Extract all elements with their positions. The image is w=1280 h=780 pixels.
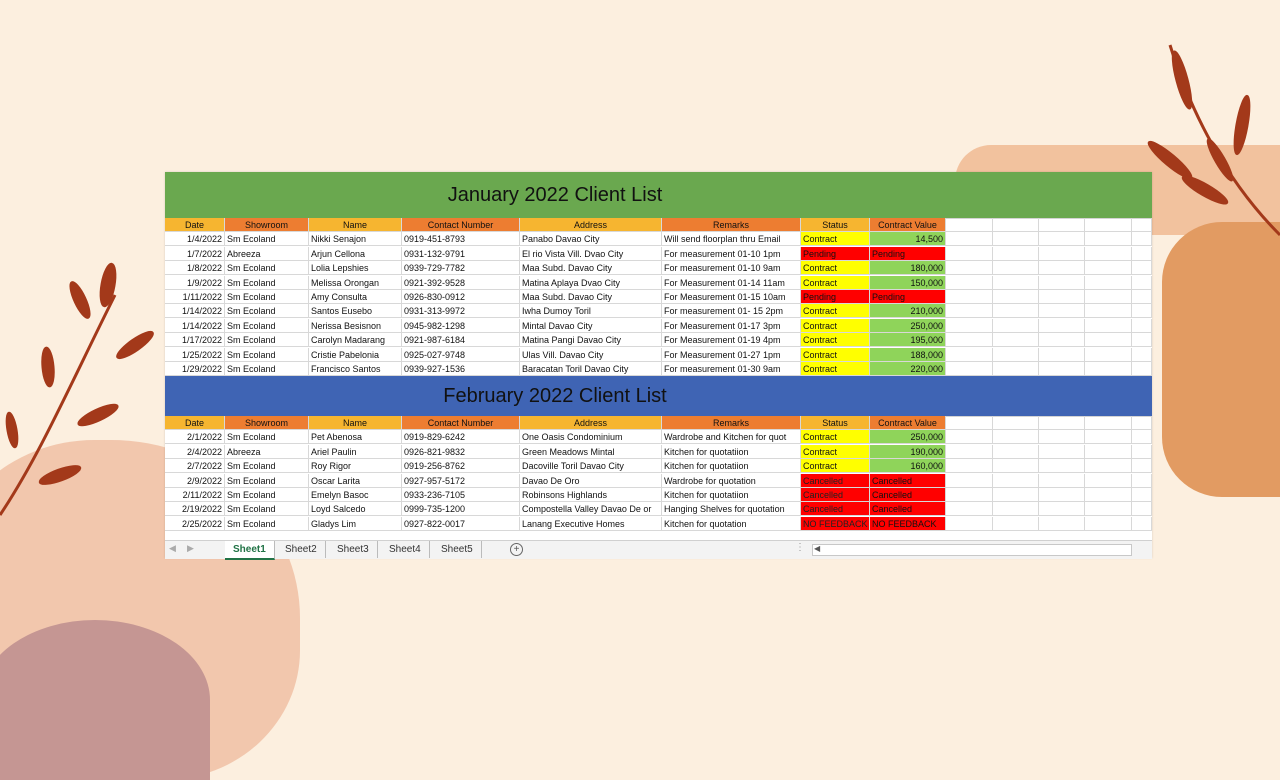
table-row xyxy=(165,290,1152,304)
sheet-tab-bar xyxy=(165,540,1152,559)
empty-cell[interactable] xyxy=(993,416,1039,430)
contact-cell[interactable]: 0921-987-6184 xyxy=(402,333,520,347)
contact-cell[interactable]: 0945-982-1298 xyxy=(402,319,520,333)
empty-cell[interactable] xyxy=(946,502,993,516)
empty-cell[interactable] xyxy=(1039,348,1085,362)
remarks-cell[interactable]: For measurement 01-30 9am xyxy=(662,362,801,376)
name-cell[interactable]: Amy Consulta xyxy=(309,290,402,304)
column-header[interactable]: Name xyxy=(309,218,402,232)
empty-cell[interactable] xyxy=(1132,304,1152,318)
status-cell[interactable]: Cancelled xyxy=(801,488,870,502)
empty-cell[interactable] xyxy=(993,276,1039,290)
contact-cell[interactable]: 0919-451-8793 xyxy=(402,232,520,246)
date-cell[interactable]: 1/7/2022 xyxy=(165,247,225,261)
empty-cell[interactable] xyxy=(1085,218,1132,232)
showroom-cell[interactable]: Sm Ecoland xyxy=(225,488,309,502)
status-cell[interactable]: Contract xyxy=(801,304,870,318)
contact-cell[interactable]: 0931-313-9972 xyxy=(402,304,520,318)
empty-cell[interactable] xyxy=(1039,416,1085,430)
empty-cell[interactable] xyxy=(993,502,1039,516)
table-row xyxy=(165,488,1152,502)
showroom-cell[interactable]: Sm Ecoland xyxy=(225,319,309,333)
column-header[interactable]: Address xyxy=(520,416,662,430)
status-cell[interactable]: NO FEEDBACK xyxy=(801,517,870,531)
remarks-cell[interactable]: Kitchen for quotatiion xyxy=(662,445,801,459)
empty-cell[interactable] xyxy=(993,232,1039,246)
february-header-row xyxy=(165,416,1152,430)
empty-cell[interactable] xyxy=(993,247,1039,261)
address-cell[interactable]: Compostella Valley Davao De or xyxy=(520,502,662,516)
showroom-cell[interactable]: Sm Ecoland xyxy=(225,304,309,318)
status-cell[interactable]: Contract xyxy=(801,430,870,444)
contact-cell[interactable]: 0927-957-5172 xyxy=(402,474,520,488)
status-cell[interactable]: Pending xyxy=(801,247,870,261)
empty-cell[interactable] xyxy=(1132,445,1152,459)
tab-scroll-left-icon[interactable]: ◀ xyxy=(169,543,176,553)
empty-cell[interactable] xyxy=(1039,232,1085,246)
value-cell[interactable]: 195,000 xyxy=(870,333,946,347)
empty-cell[interactable] xyxy=(1039,276,1085,290)
status-cell[interactable]: Contract xyxy=(801,445,870,459)
address-cell[interactable]: Matina Aplaya Dvao City xyxy=(520,276,662,290)
date-cell[interactable]: 1/8/2022 xyxy=(165,261,225,275)
value-cell[interactable]: Cancelled xyxy=(870,474,946,488)
name-cell[interactable]: Oscar Larita xyxy=(309,474,402,488)
table-row xyxy=(165,430,1152,444)
empty-cell[interactable] xyxy=(993,445,1039,459)
address-cell[interactable]: Maa Subd. Davao City xyxy=(520,290,662,304)
empty-cell[interactable] xyxy=(1039,445,1085,459)
table-row xyxy=(165,362,1152,376)
showroom-cell[interactable]: Sm Ecoland xyxy=(225,517,309,531)
column-header[interactable]: Remarks xyxy=(662,218,801,232)
showroom-cell[interactable]: Abreeza xyxy=(225,445,309,459)
decor-blob-right xyxy=(1162,222,1280,497)
address-cell[interactable]: Green Meadows Mintal xyxy=(520,445,662,459)
value-cell[interactable]: 210,000 xyxy=(870,304,946,318)
splitter-dots-icon[interactable]: ⋮ xyxy=(795,542,805,553)
remarks-cell[interactable]: Wardrobe and Kitchen for quot xyxy=(662,430,801,444)
sheet-tab[interactable]: Sheet4 xyxy=(381,541,430,558)
empty-cell[interactable] xyxy=(946,459,993,473)
empty-cell[interactable] xyxy=(946,474,993,488)
contact-cell[interactable]: 0921-392-9528 xyxy=(402,276,520,290)
empty-cell[interactable] xyxy=(1085,247,1132,261)
empty-cell[interactable] xyxy=(1085,276,1132,290)
value-cell[interactable]: 150,000 xyxy=(870,276,946,290)
empty-cell[interactable] xyxy=(1132,232,1152,246)
status-cell[interactable]: Contract xyxy=(801,459,870,473)
january-title: January 2022 Client List xyxy=(447,184,663,206)
name-cell[interactable]: Pet Abenosa xyxy=(309,430,402,444)
remarks-cell[interactable]: Kitchen for quotatiion xyxy=(662,459,801,473)
address-cell[interactable]: One Oasis Condominium xyxy=(520,430,662,444)
date-cell[interactable]: 2/1/2022 xyxy=(165,430,225,444)
date-cell[interactable]: 2/25/2022 xyxy=(165,517,225,531)
empty-cell[interactable] xyxy=(1085,362,1132,376)
name-cell[interactable]: Loyd Salcedo xyxy=(309,502,402,516)
table-row xyxy=(165,276,1152,290)
address-cell[interactable]: Baracatan Toril Davao City xyxy=(520,362,662,376)
column-header[interactable]: Address xyxy=(520,218,662,232)
showroom-cell[interactable]: Sm Ecoland xyxy=(225,474,309,488)
remarks-cell[interactable]: For measurement 01-10 1pm xyxy=(662,247,801,261)
contact-cell[interactable]: 0927-822-0017 xyxy=(402,517,520,531)
table-row xyxy=(165,247,1152,261)
table-row xyxy=(165,459,1152,473)
column-header[interactable]: Showroom xyxy=(225,416,309,430)
value-cell[interactable]: Cancelled xyxy=(870,502,946,516)
showroom-cell[interactable]: Sm Ecoland xyxy=(225,276,309,290)
sheet-tab[interactable]: Sheet2 xyxy=(277,541,326,558)
contact-cell[interactable]: 0931-132-9791 xyxy=(402,247,520,261)
name-cell[interactable]: Lolia Lepshies xyxy=(309,261,402,275)
empty-cell[interactable] xyxy=(1039,319,1085,333)
value-cell[interactable]: NO FEEDBACK xyxy=(870,517,946,531)
empty-cell[interactable] xyxy=(1132,416,1152,430)
leaf-branch-left-icon xyxy=(0,255,170,525)
empty-cell[interactable] xyxy=(1085,333,1132,347)
empty-cell[interactable] xyxy=(1132,459,1152,473)
empty-cell[interactable] xyxy=(1132,488,1152,502)
status-cell[interactable]: Cancelled xyxy=(801,502,870,516)
address-cell[interactable]: Iwha Dumoy Toril xyxy=(520,304,662,318)
address-cell[interactable]: Robinsons Highlands xyxy=(520,488,662,502)
empty-cell[interactable] xyxy=(946,247,993,261)
remarks-cell[interactable]: For measurement 01- 15 2pm xyxy=(662,304,801,318)
showroom-cell[interactable]: Sm Ecoland xyxy=(225,430,309,444)
empty-cell[interactable] xyxy=(946,348,993,362)
showroom-cell[interactable]: Sm Ecoland xyxy=(225,502,309,516)
showroom-cell[interactable]: Sm Ecoland xyxy=(225,459,309,473)
table-row xyxy=(165,517,1152,531)
table-row xyxy=(165,304,1152,318)
contact-cell[interactable]: 0933-236-7105 xyxy=(402,488,520,502)
empty-cell[interactable] xyxy=(1132,430,1152,444)
address-cell[interactable]: Lanang Executive Homes xyxy=(520,517,662,531)
empty-cell[interactable] xyxy=(946,445,993,459)
showroom-cell[interactable]: Sm Ecoland xyxy=(225,261,309,275)
empty-cell[interactable] xyxy=(1132,333,1152,347)
empty-cell[interactable] xyxy=(1132,502,1152,516)
status-cell[interactable]: Contract xyxy=(801,232,870,246)
empty-cell[interactable] xyxy=(993,333,1039,347)
name-cell[interactable]: Cristie Pabelonia xyxy=(309,348,402,362)
table-row xyxy=(165,348,1152,362)
name-cell[interactable]: Carolyn Madarang xyxy=(309,333,402,347)
empty-cell[interactable] xyxy=(1085,488,1132,502)
empty-cell[interactable] xyxy=(1132,348,1152,362)
empty-cell[interactable] xyxy=(1039,430,1085,444)
empty-cell[interactable] xyxy=(946,218,993,232)
contact-cell[interactable]: 0919-829-6242 xyxy=(402,430,520,444)
empty-cell[interactable] xyxy=(946,488,993,502)
empty-cell[interactable] xyxy=(993,488,1039,502)
status-cell[interactable]: Contract xyxy=(801,362,870,376)
column-header[interactable]: Date xyxy=(165,416,225,430)
empty-cell[interactable] xyxy=(1085,517,1132,531)
table-row xyxy=(165,474,1152,488)
empty-cell[interactable] xyxy=(946,416,993,430)
empty-cell[interactable] xyxy=(1085,290,1132,304)
empty-cell[interactable] xyxy=(1132,319,1152,333)
table-row xyxy=(165,261,1152,275)
empty-cell[interactable] xyxy=(1085,474,1132,488)
date-cell[interactable]: 2/11/2022 xyxy=(165,488,225,502)
empty-cell[interactable] xyxy=(993,348,1039,362)
tab-scroll-right-icon[interactable]: ▶ xyxy=(187,543,194,553)
remarks-cell[interactable]: For Measurement 01-19 4pm xyxy=(662,333,801,347)
empty-cell[interactable] xyxy=(1132,474,1152,488)
remarks-cell[interactable]: Will send floorplan thru Email xyxy=(662,232,801,246)
remarks-cell[interactable]: For Measurement 01-14 11am xyxy=(662,276,801,290)
remarks-cell[interactable]: For measurement 01-10 9am xyxy=(662,261,801,275)
value-cell[interactable]: 220,000 xyxy=(870,362,946,376)
empty-cell[interactable] xyxy=(993,517,1039,531)
january-title-band[interactable] xyxy=(165,172,1152,219)
empty-cell[interactable] xyxy=(1039,502,1085,516)
column-header[interactable]: Date xyxy=(165,218,225,232)
sheet-tab[interactable]: Sheet1 xyxy=(225,541,275,560)
contact-cell[interactable]: 0939-729-7782 xyxy=(402,261,520,275)
empty-cell[interactable] xyxy=(993,474,1039,488)
column-header[interactable]: Contact Number xyxy=(402,416,520,430)
horizontal-scrollbar[interactable] xyxy=(812,544,1132,556)
scroll-left-arrow-icon[interactable]: ◀ xyxy=(814,544,821,553)
empty-cell[interactable] xyxy=(1039,261,1085,275)
decor-blob-bottom xyxy=(0,620,210,780)
address-cell[interactable]: Davao De Oro xyxy=(520,474,662,488)
empty-cell[interactable] xyxy=(946,319,993,333)
empty-cell[interactable] xyxy=(946,290,993,304)
empty-cell[interactable] xyxy=(946,517,993,531)
showroom-cell[interactable]: Abreeza xyxy=(225,247,309,261)
table-row xyxy=(165,319,1152,333)
table-row xyxy=(165,445,1152,459)
name-cell[interactable]: Nerissa Besisnon xyxy=(309,319,402,333)
status-cell[interactable]: Contract xyxy=(801,319,870,333)
empty-cell[interactable] xyxy=(1132,517,1152,531)
showroom-cell[interactable]: Sm Ecoland xyxy=(225,333,309,347)
empty-cell[interactable] xyxy=(1132,290,1152,304)
empty-cell[interactable] xyxy=(993,459,1039,473)
value-cell[interactable]: 188,000 xyxy=(870,348,946,362)
table-row xyxy=(165,232,1152,246)
column-header[interactable]: Status xyxy=(801,218,870,232)
date-cell[interactable]: 1/4/2022 xyxy=(165,232,225,246)
february-title: February 2022 Client List xyxy=(443,385,667,407)
empty-cell[interactable] xyxy=(946,362,993,376)
add-sheet-icon[interactable]: + xyxy=(510,543,523,556)
empty-cell[interactable] xyxy=(946,333,993,347)
empty-cell[interactable] xyxy=(1085,319,1132,333)
empty-cell[interactable] xyxy=(1039,247,1085,261)
date-cell[interactable]: 2/19/2022 xyxy=(165,502,225,516)
showroom-cell[interactable]: Sm Ecoland xyxy=(225,348,309,362)
date-cell[interactable]: 2/7/2022 xyxy=(165,459,225,473)
empty-cell[interactable] xyxy=(1039,488,1085,502)
address-cell[interactable]: Dacoville Toril Davao City xyxy=(520,459,662,473)
empty-cell[interactable] xyxy=(946,304,993,318)
address-cell[interactable]: Ulas Vill. Davao City xyxy=(520,348,662,362)
empty-cell[interactable] xyxy=(993,362,1039,376)
name-cell[interactable]: Francisco Santos xyxy=(309,362,402,376)
value-cell[interactable]: Cancelled xyxy=(870,488,946,502)
empty-cell[interactable] xyxy=(1085,348,1132,362)
empty-cell[interactable] xyxy=(946,430,993,444)
name-cell[interactable]: Arjun Cellona xyxy=(309,247,402,261)
address-cell[interactable]: Panabo Davao City xyxy=(520,232,662,246)
name-cell[interactable]: Gladys Lim xyxy=(309,517,402,531)
contact-cell[interactable]: 0926-821-9832 xyxy=(402,445,520,459)
date-cell[interactable]: 1/14/2022 xyxy=(165,304,225,318)
address-cell[interactable]: Maa Subd. Davao City xyxy=(520,261,662,275)
name-cell[interactable]: Roy Rigor xyxy=(309,459,402,473)
table-row xyxy=(165,502,1152,516)
remarks-cell[interactable]: Kitchen for quotatiion xyxy=(662,488,801,502)
empty-cell[interactable] xyxy=(946,261,993,275)
column-header[interactable]: Contract Value xyxy=(870,416,946,430)
status-cell[interactable]: Contract xyxy=(801,333,870,347)
column-header[interactable]: Contract Value xyxy=(870,218,946,232)
empty-cell[interactable] xyxy=(993,290,1039,304)
column-header[interactable]: Contact Number xyxy=(402,218,520,232)
empty-cell[interactable] xyxy=(1039,362,1085,376)
sheet-tab[interactable]: Sheet5 xyxy=(433,541,482,558)
empty-cell[interactable] xyxy=(1132,247,1152,261)
showroom-cell[interactable]: Sm Ecoland xyxy=(225,232,309,246)
date-cell[interactable]: 1/9/2022 xyxy=(165,276,225,290)
table-row xyxy=(165,333,1152,347)
date-cell[interactable]: 1/29/2022 xyxy=(165,362,225,376)
empty-cell[interactable] xyxy=(946,276,993,290)
empty-cell[interactable] xyxy=(993,319,1039,333)
value-cell[interactable]: 250,000 xyxy=(870,319,946,333)
address-cell[interactable]: Mintal Davao City xyxy=(520,319,662,333)
leaf-branch-right-icon xyxy=(1130,40,1280,240)
remarks-cell[interactable]: Kitchen for quotation xyxy=(662,517,801,531)
value-cell[interactable]: 180,000 xyxy=(870,261,946,275)
value-cell[interactable]: Pending xyxy=(870,290,946,304)
status-cell[interactable]: Contract xyxy=(801,276,870,290)
contact-cell[interactable]: 0926-830-0912 xyxy=(402,290,520,304)
column-header[interactable]: Remarks xyxy=(662,416,801,430)
name-cell[interactable]: Santos Eusebo xyxy=(309,304,402,318)
value-cell[interactable]: 14,500 xyxy=(870,232,946,246)
empty-cell[interactable] xyxy=(1039,459,1085,473)
empty-cell[interactable] xyxy=(993,218,1039,232)
remarks-cell[interactable]: For Measurement 01-15 10am xyxy=(662,290,801,304)
empty-cell[interactable] xyxy=(1085,430,1132,444)
empty-cell[interactable] xyxy=(1039,290,1085,304)
empty-cell[interactable] xyxy=(1085,416,1132,430)
february-title-band[interactable] xyxy=(165,376,1152,417)
address-cell[interactable]: Matina Pangi Davao City xyxy=(520,333,662,347)
value-cell[interactable]: Pending xyxy=(870,247,946,261)
empty-cell[interactable] xyxy=(1132,218,1152,232)
status-cell[interactable]: Pending xyxy=(801,290,870,304)
empty-cell[interactable] xyxy=(1039,474,1085,488)
empty-cell[interactable] xyxy=(946,232,993,246)
contact-cell[interactable]: 0939-927-1536 xyxy=(402,362,520,376)
remarks-cell[interactable]: For Measurement 01-27 1pm xyxy=(662,348,801,362)
sheet-tab[interactable]: Sheet3 xyxy=(329,541,378,558)
address-cell[interactable]: El rio Vista Vill. Dvao City xyxy=(520,247,662,261)
date-cell[interactable]: 1/17/2022 xyxy=(165,333,225,347)
name-cell[interactable]: Melissa Orongan xyxy=(309,276,402,290)
showroom-cell[interactable]: Sm Ecoland xyxy=(225,290,309,304)
empty-cell[interactable] xyxy=(1039,333,1085,347)
empty-cell[interactable] xyxy=(1085,502,1132,516)
spreadsheet-window xyxy=(165,172,1152,558)
column-header[interactable]: Showroom xyxy=(225,218,309,232)
status-cell[interactable]: Cancelled xyxy=(801,474,870,488)
empty-cell[interactable] xyxy=(1132,276,1152,290)
date-cell[interactable]: 2/4/2022 xyxy=(165,445,225,459)
empty-cell[interactable] xyxy=(1132,261,1152,275)
name-cell[interactable]: Nikki Senajon xyxy=(309,232,402,246)
name-cell[interactable]: Ariel Paulin xyxy=(309,445,402,459)
empty-cell[interactable] xyxy=(993,261,1039,275)
empty-cell[interactable] xyxy=(1039,517,1085,531)
empty-cell[interactable] xyxy=(1085,445,1132,459)
value-cell[interactable]: 160,000 xyxy=(870,459,946,473)
column-header[interactable]: Status xyxy=(801,416,870,430)
status-cell[interactable]: Contract xyxy=(801,348,870,362)
empty-cell[interactable] xyxy=(1039,218,1085,232)
empty-cell[interactable] xyxy=(1039,304,1085,318)
status-cell[interactable]: Contract xyxy=(801,261,870,275)
empty-cell[interactable] xyxy=(1132,362,1152,376)
empty-cell[interactable] xyxy=(993,304,1039,318)
remarks-cell[interactable]: For Measurement 01-17 3pm xyxy=(662,319,801,333)
date-cell[interactable]: 1/11/2022 xyxy=(165,290,225,304)
showroom-cell[interactable]: Sm Ecoland xyxy=(225,362,309,376)
column-header[interactable]: Name xyxy=(309,416,402,430)
empty-cell[interactable] xyxy=(993,430,1039,444)
contact-cell[interactable]: 0919-256-8762 xyxy=(402,459,520,473)
remarks-cell[interactable]: Wardrobe for quotation xyxy=(662,474,801,488)
value-cell[interactable]: 250,000 xyxy=(870,430,946,444)
empty-cell[interactable] xyxy=(1085,459,1132,473)
date-cell[interactable]: 1/14/2022 xyxy=(165,319,225,333)
contact-cell[interactable]: 0999-735-1200 xyxy=(402,502,520,516)
empty-cell[interactable] xyxy=(1085,261,1132,275)
name-cell[interactable]: Emelyn Basoc xyxy=(309,488,402,502)
date-cell[interactable]: 2/9/2022 xyxy=(165,474,225,488)
value-cell[interactable]: 190,000 xyxy=(870,445,946,459)
empty-cell[interactable] xyxy=(1085,232,1132,246)
january-header-row xyxy=(165,218,1152,232)
contact-cell[interactable]: 0925-027-9748 xyxy=(402,348,520,362)
remarks-cell[interactable]: Hanging Shelves for quotation xyxy=(662,502,801,516)
empty-cell[interactable] xyxy=(1085,304,1132,318)
date-cell[interactable]: 1/25/2022 xyxy=(165,348,225,362)
